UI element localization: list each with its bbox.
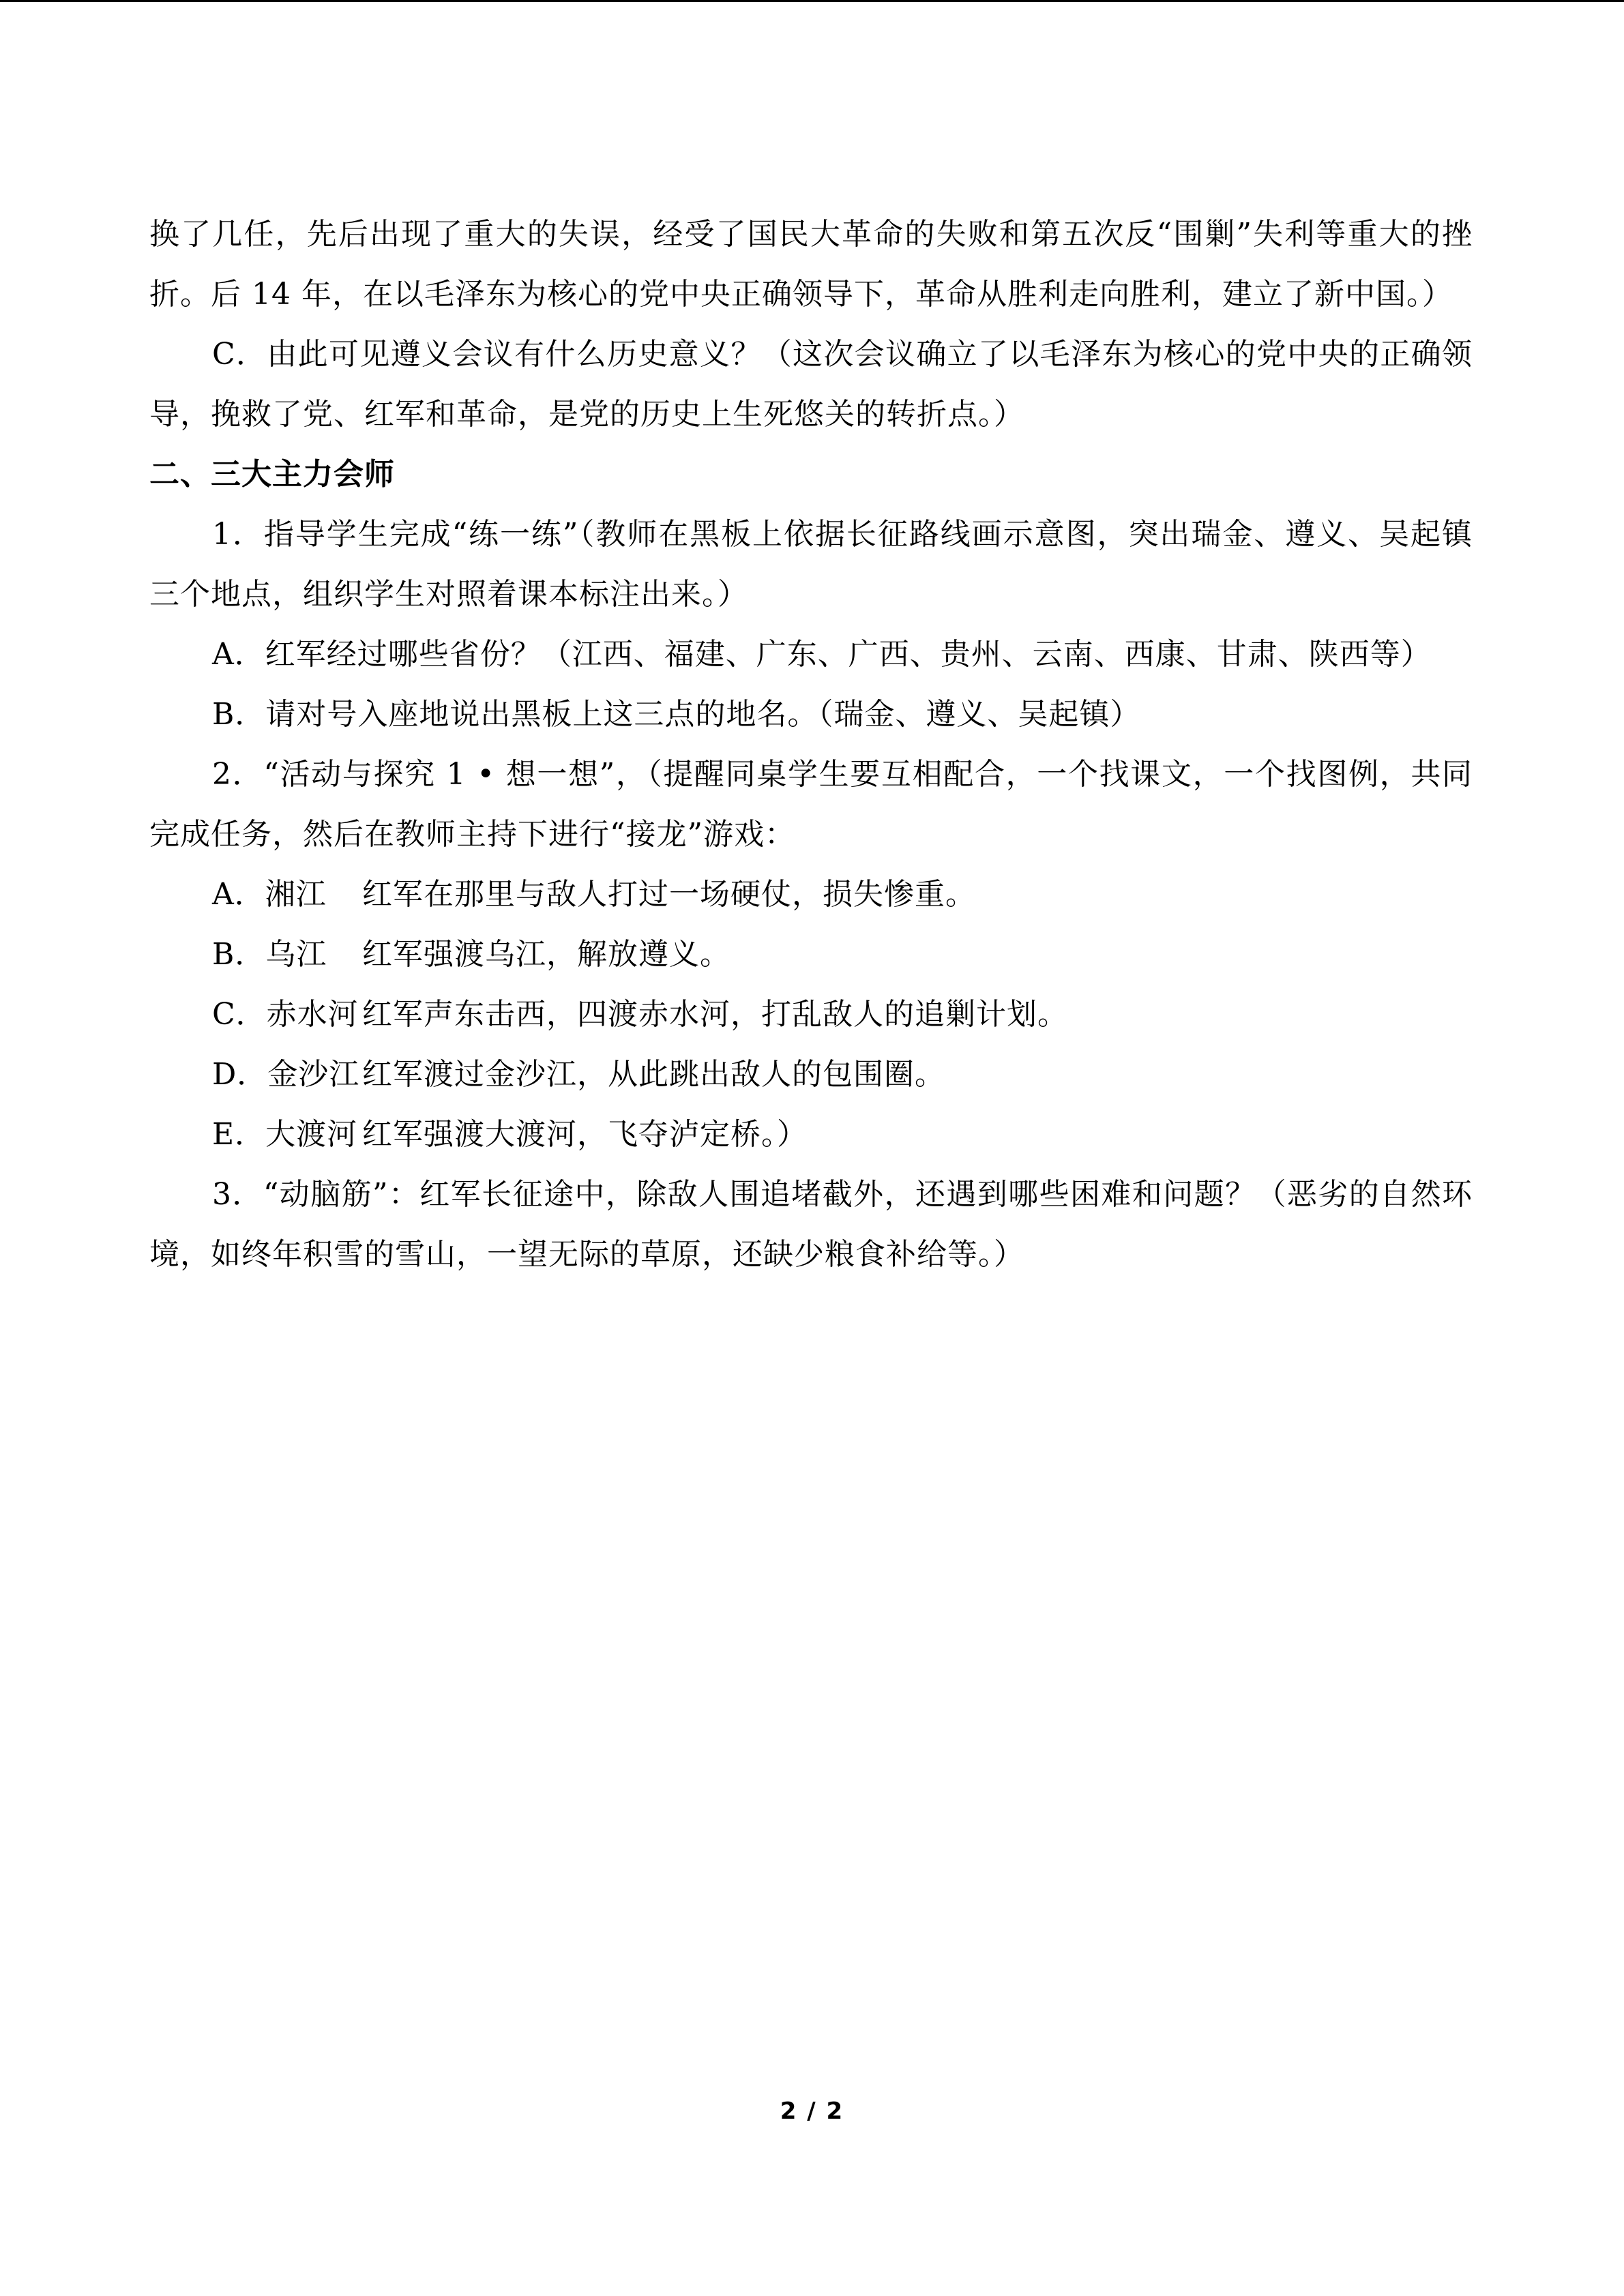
- section-heading: 二、三大主力会师: [149, 457, 395, 492]
- list-item-text: 红军在那里与敌人打过一场硬仗，损失惨重。: [362, 877, 976, 912]
- list-item-label: E．大渡河: [212, 1117, 358, 1152]
- list-item: [149, 985, 1473, 1045]
- question-a-paragraph: A．红军经过哪些省份？（江西、福建、广东、广西、贵州、云南、西康、甘肃、陕西等）: [212, 637, 1432, 672]
- list-item-text: 红军强渡大渡河，飞夺泸定桥。）: [362, 1117, 808, 1152]
- document-body: [149, 205, 1473, 1285]
- list-item-text: 红军渡过金沙江，从此跳出敌人的包围圈。: [362, 1057, 945, 1092]
- instruction-3-paragraph: 3．“动脑筋”：红军长征途中，除敌人围追堵截外，还遇到哪些困难和问题？（恶劣的自然环境，如终年积雪的雪山，一望无际的草原，还缺少粮食补给等。）: [149, 1177, 1473, 1272]
- instruction-1-paragraph: 1．指导学生完成“练一练”（教师在黑板上依据长征路线画示意图，突出瑞金、遵义、吴起镇三个地点，组织学生对照着课本标注出来。）: [149, 517, 1473, 612]
- list-item-text: 红军声东击西，四渡赤水河，打乱敌人的追剿计划。: [362, 997, 1068, 1032]
- list-item-label: B．乌江: [212, 937, 327, 972]
- list-item-label: D．金沙江: [212, 1057, 360, 1092]
- page-number: 2 / 2: [780, 2098, 844, 2125]
- question-c-paragraph: C．由此可见遵义会议有什么历史意义？（这次会议确立了以毛泽东为核心的党中央的正确领导，挽救了党、红军和革命，是党的历史上生死悠关的转折点。）: [149, 337, 1473, 432]
- list-item: [149, 1045, 1473, 1105]
- list-item-label: A．湘江: [212, 877, 327, 912]
- question-b-paragraph: B．请对号入座地说出黑板上这三点的地名。（瑞金、遵义、吴起镇）: [212, 697, 1141, 732]
- paragraph-continuation: 换了几任，先后出现了重大的失误，经受了国民大革命的失败和第五次反“围剿”失利等重大的挫折。后 14 年，在以毛泽东为核心的党中央正确领导下，革命从胜利走向胜利，建立了新中国。）: [149, 217, 1473, 312]
- list-item: [149, 865, 1473, 925]
- page-top-border: [0, 0, 1624, 2]
- list-item-text: 红军强渡乌江，解放遵义。: [362, 937, 730, 972]
- instruction-2-paragraph: 2．“活动与探究 1 • 想一想”，（提醒同桌学生要互相配合，一个找课文，一个找图例，共同完成任务，然后在教师主持下进行“接龙”游戏：: [149, 757, 1473, 852]
- list-item-label: C．赤水河: [212, 997, 359, 1032]
- list-item: [149, 1105, 1473, 1165]
- list-item: [149, 925, 1473, 985]
